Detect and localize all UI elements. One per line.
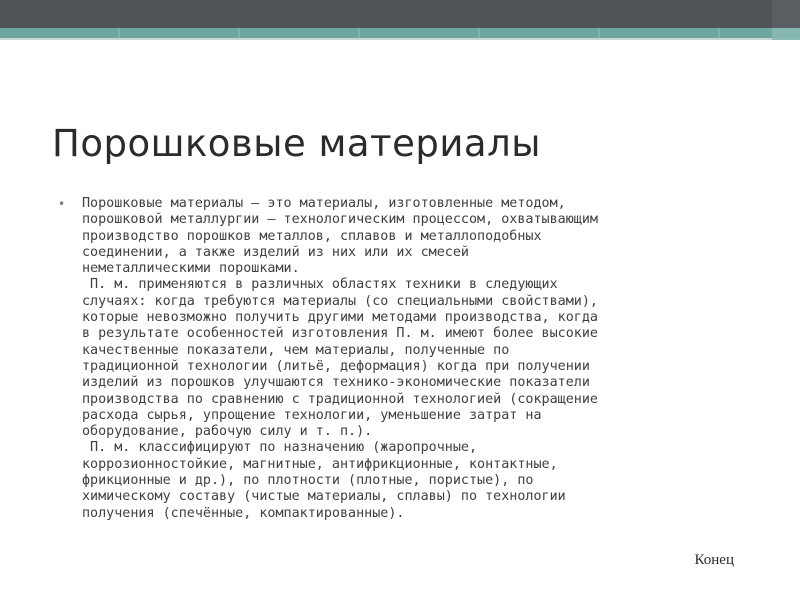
top-header-bar	[0, 0, 800, 28]
body-line: традиционной технологии (литьё, деформация) когда при получении	[82, 358, 590, 374]
slide-body	[58, 196, 748, 522]
body-line: расхода сырья, упрощение технологии, уменьшение затрат на	[82, 407, 542, 423]
body-line: в результате особенностей изготовления П. м. имеют более высокие	[82, 326, 598, 342]
body-line: коррозионностойкие, магнитные, антифрикционные, контактные,	[82, 456, 558, 472]
slide-title: Порошковые материалы	[52, 122, 541, 165]
bullet-icon: •	[58, 197, 66, 211]
body-line: производство порошков металлов, сплавов и металлоподобных	[82, 228, 542, 244]
bullet-text	[82, 196, 748, 522]
body-line: неметаллическими порошками.	[82, 261, 300, 277]
bullet-item	[58, 196, 748, 522]
body-line: производства по сравнению с традиционной технологией (сокращение	[82, 391, 598, 407]
body-line: получения (спечённые, компактированные).	[82, 505, 405, 521]
body-line: П. м. классифицируют по назначению (жаропрочные,	[82, 440, 478, 456]
top-right-accent-block	[772, 0, 800, 40]
body-line: изделий из порошков улучшаются технико-экономические показатели	[82, 375, 590, 391]
body-line: порошковой металлургии — технологическим процессом, охватывающим	[82, 212, 598, 228]
body-line: соединении, а также изделий из них или их смесей	[82, 244, 469, 260]
body-line: фрикционные и др.), по плотности (плотные, пористые), по	[82, 473, 534, 489]
body-line: которые невозможно получить другими методами производства, когда	[82, 310, 598, 326]
body-line: Порошковые материалы – это материалы, изготовленные методом,	[82, 196, 566, 211]
body-line: качественные показатели, чем материалы, полученные по	[82, 342, 510, 358]
body-line: оборудование, рабочую силу и т. п.).	[82, 424, 373, 440]
body-line: случаях: когда требуются материалы (со специальными свойствами),	[82, 293, 598, 309]
body-line: П. м. применяются в различных областях техники в следующих	[82, 277, 558, 293]
top-accent-band	[0, 28, 800, 38]
top-divider-line	[0, 38, 800, 40]
end-link[interactable]: Конец	[694, 552, 734, 568]
body-line: химическому составу (чистые материалы, сплавы) по технологии	[82, 489, 566, 505]
